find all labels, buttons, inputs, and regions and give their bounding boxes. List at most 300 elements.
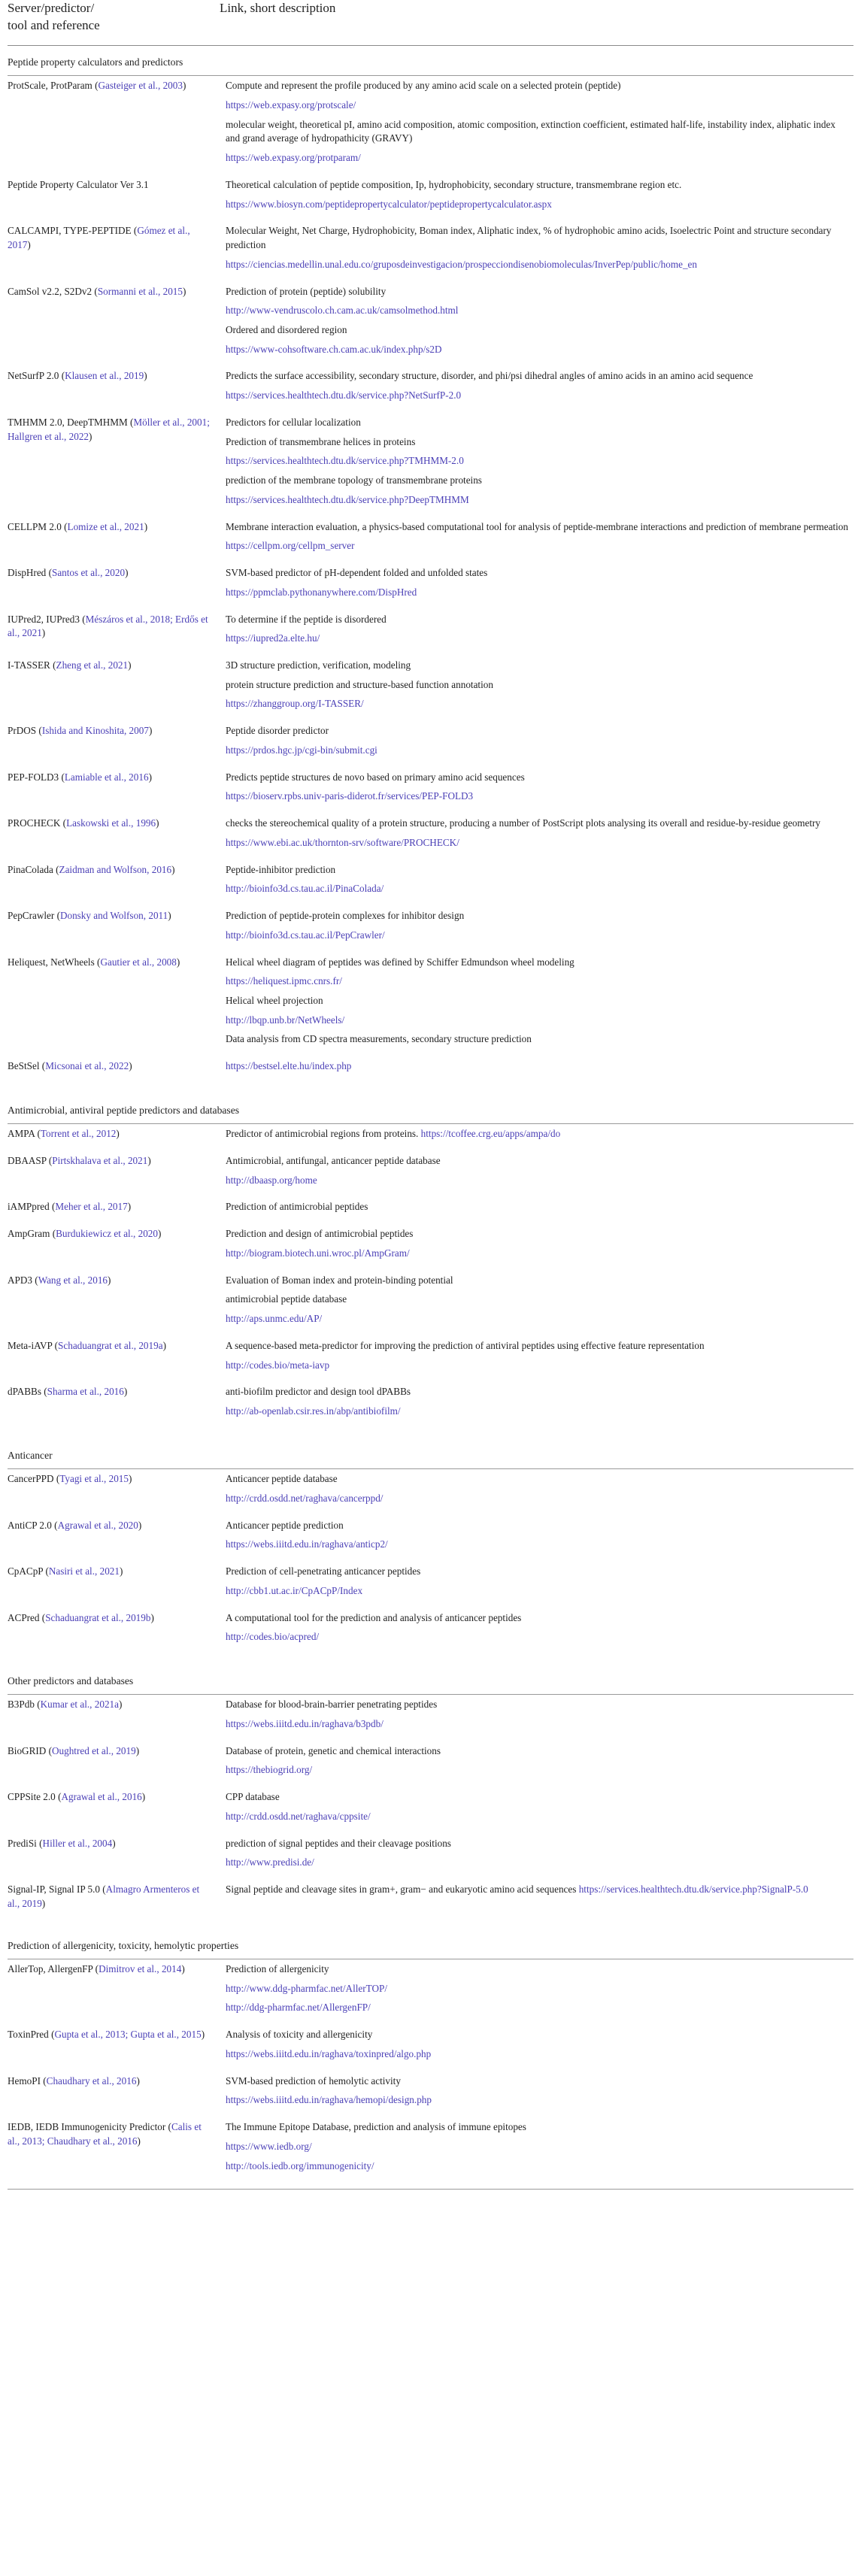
- table-row: [8, 1336, 853, 1356]
- description-cell: [217, 953, 853, 972]
- tool-name: ACPred: [8, 1611, 40, 1623]
- tool-name-cell: [8, 175, 217, 214]
- tool-name-cell: CPPSite 2.0 (Agrawal et al., 2016): [8, 1791, 146, 1803]
- description-cell: [217, 1290, 853, 1309]
- tools-table: [8, 0, 853, 2183]
- url-link[interactable]: http://codes.bio/meta-iavp: [226, 1359, 330, 1371]
- tool-name: iAMPpred: [8, 1201, 50, 1213]
- url-link[interactable]: https://prdos.hgc.jp/cgi-bin/submit.cgi: [226, 744, 377, 756]
- description-cell: [217, 451, 853, 471]
- url-link[interactable]: https://webs.iiitd.edu.in/raghava/toxinpred/algo.php: [226, 2047, 432, 2059]
- tool-name: PepCrawler: [8, 910, 55, 922]
- row-spacer: [8, 1554, 853, 1562]
- reference-link[interactable]: Burdukiewicz et al., 2020: [56, 1228, 158, 1240]
- row-spacer: [8, 1263, 853, 1271]
- tool-name-cell: CancerPPD (Tyagi et al., 2015): [8, 1473, 132, 1485]
- section-heading-row: [8, 1654, 853, 1695]
- tool-name: IEDB, IEDB Immunogenicity Predictor: [8, 2121, 166, 2133]
- reference-table-container: [8, 0, 853, 2190]
- description-cell: [217, 1760, 853, 1780]
- url-link[interactable]: http://biogram.biotech.uni.wroc.pl/AmpGram/: [226, 1247, 410, 1259]
- tool-name-cell: dPABBs (Sharma et al., 2016): [8, 1386, 128, 1398]
- description-cell: [217, 1336, 853, 1356]
- table-row: [8, 1695, 853, 1714]
- description-cell: [217, 694, 853, 714]
- url-link[interactable]: https://ciencias.medellin.unal.edu.co/gruposdeinvestigacion/prospecciondisenobiomoleculas/InverPep/public/home_en: [226, 258, 697, 270]
- reference-link[interactable]: Micsonai et al., 2022: [45, 1060, 129, 1072]
- description-cell: [217, 195, 853, 214]
- description-cell: [217, 1695, 853, 1714]
- description-text: Predictors for cellular localization: [226, 416, 361, 428]
- tool-name: APD3: [8, 1274, 32, 1286]
- tool-name: Heliquest, NetWheels: [8, 956, 95, 968]
- table-row: [8, 221, 853, 254]
- table-header-row: [8, 0, 853, 45]
- reference-link[interactable]: Zheng et al., 2021: [56, 659, 129, 671]
- url-link[interactable]: https://webs.iiitd.edu.in/raghava/b3pdb/: [226, 1718, 384, 1729]
- section-heading-row: [8, 1083, 853, 1124]
- tool-name-cell: CamSol v2.2, S2Dv2 (Sormanni et al., 2015): [8, 285, 186, 297]
- description-cell: [217, 563, 853, 583]
- description-text: Analysis of toxicity and allergenicity: [226, 2029, 373, 2041]
- tool-name-cell: ToxinPred (Gupta et al., 2013; Gupta et al., 2015): [8, 2029, 205, 2041]
- row-spacer: [8, 2110, 853, 2117]
- description-cell: [217, 517, 853, 537]
- row-spacer: [8, 1076, 853, 1083]
- description-text: protein structure prediction and structure-based function annotation: [226, 678, 493, 690]
- description-text: Database of protein, genetic and chemical interactions: [226, 1744, 441, 1756]
- reference-link[interactable]: Zaidman and Wolfson, 2016: [59, 863, 172, 875]
- row-spacer: [8, 1647, 853, 1654]
- url-link[interactable]: https://webs.iiitd.edu.in/raghava/hemopi/design.php: [226, 2094, 432, 2106]
- description-cell: [217, 1787, 853, 1807]
- reference-link[interactable]: Wang et al., 2016: [38, 1274, 108, 1286]
- description-text: Ordered and disordered region: [226, 323, 347, 335]
- description-cell: [217, 879, 853, 899]
- description-text: The Immune Epitope Database, prediction and analysis of immune epitopes: [226, 2121, 526, 2133]
- description-cell: [217, 656, 853, 675]
- tool-name: ProtScale, ProtParam: [8, 80, 92, 92]
- description-cell: [217, 95, 853, 115]
- description-cell: [217, 320, 853, 340]
- tool-name: PROCHECK: [8, 817, 61, 829]
- description-cell: [217, 301, 853, 320]
- reference-link[interactable]: Meher et al., 2017: [55, 1201, 128, 1213]
- reference-link[interactable]: Lomize et al., 2021: [67, 520, 144, 532]
- reference-link[interactable]: Schaduangrat et al., 2019a: [58, 1339, 163, 1351]
- tool-name-cell: IUPred2, IUPred3 (Mészáros et al., 2018; Erdős et al., 2021): [8, 613, 208, 639]
- table-row: [8, 906, 853, 926]
- url-link[interactable]: https://services.healthtech.dtu.dk/service.php?SignalP-5.0: [578, 1884, 808, 1896]
- table-row: [8, 2025, 853, 2044]
- tool-name: Peptide Property Calculator Ver 3.1: [8, 178, 149, 190]
- reference-link[interactable]: Pirtskhalava et al., 2021: [52, 1154, 148, 1166]
- row-spacer: [8, 648, 853, 656]
- reference-link[interactable]: Torrent et al., 2012: [40, 1128, 117, 1140]
- tool-name: dPABBs: [8, 1386, 41, 1398]
- reference-link[interactable]: Almagro Armenteros et al., 2019: [8, 1884, 200, 1909]
- table-row: [8, 366, 853, 386]
- url-link[interactable]: http://crdd.osdd.net/raghava/cppsite/: [226, 1810, 371, 1822]
- tool-name: PrediSi: [8, 1837, 37, 1849]
- description-text: anti-biofilm predictor and design tool dPABBs: [226, 1386, 411, 1398]
- tool-name-cell: ProtScale, ProtParam (Gasteiger et al., 2003): [8, 80, 186, 92]
- row-spacer: [8, 2017, 853, 2025]
- url-link[interactable]: https://iupred2a.elte.hu/: [226, 632, 320, 644]
- description-cell: [217, 1741, 853, 1761]
- description-text: Evaluation of Boman index and protein-binding potential: [226, 1274, 453, 1286]
- table-row: [8, 768, 853, 787]
- description-cell: [217, 610, 853, 629]
- description-cell: [217, 1271, 853, 1290]
- tool-name-cell: I-TASSER (Zheng et al., 2021): [8, 659, 132, 671]
- table-row: [8, 1382, 853, 1402]
- section-heading: Other predictors and databases: [8, 1654, 853, 1695]
- table-row: [8, 1834, 853, 1853]
- row-spacer: [8, 1421, 853, 1429]
- row-spacer: [8, 405, 853, 413]
- tool-name: AllerTop, AllergenFP: [8, 1962, 93, 1974]
- description-cell: [217, 971, 853, 991]
- url-link[interactable]: http://lbqp.unb.br/NetWheels/: [226, 1014, 345, 1026]
- table-row: [8, 1608, 853, 1628]
- url-link[interactable]: http://dbaasp.org/home: [226, 1174, 317, 1186]
- url-link[interactable]: https://services.healthtech.dtu.dk/service.php?TMHMM-2.0: [226, 455, 464, 467]
- url-link[interactable]: https://ppmclab.pythonanywhere.com/DispHred: [226, 586, 417, 598]
- url-link[interactable]: http://ddg-pharmfac.net/AllergenFP/: [226, 2002, 371, 2014]
- tool-name: CALCAMPI, TYPE-PEPTIDE: [8, 225, 132, 237]
- tool-name: CELLPM 2.0: [8, 520, 62, 532]
- section-heading: Peptide property calculators and predictors: [8, 45, 853, 75]
- description-cell: [217, 629, 853, 648]
- url-link[interactable]: https://bioserv.rpbs.univ-paris-diderot.fr/services/PEP-FOLD3: [226, 790, 474, 802]
- column-header-link-label: Link, short description: [220, 1, 336, 15]
- tool-name-cell: PepCrawler (Donsky and Wolfson, 2011): [8, 910, 171, 922]
- table-row: [8, 1224, 853, 1244]
- table-row: [8, 721, 853, 741]
- description-cell: [217, 833, 853, 853]
- row-spacer: [8, 714, 853, 721]
- url-link[interactable]: https://web.expasy.org/protparam/: [226, 152, 361, 164]
- tool-name-cell: iAMPpred (Meher et al., 2017): [8, 1201, 132, 1213]
- url-link[interactable]: https://www.iedb.org/: [226, 2140, 312, 2152]
- description-cell: [217, 1244, 853, 1263]
- table-row: [8, 76, 853, 95]
- tool-name-cell: B3Pdb (Kumar et al., 2021a): [8, 1699, 123, 1711]
- row-spacer: [8, 274, 853, 282]
- tool-name: ToxinPred: [8, 2029, 49, 2041]
- reference-link[interactable]: Nasiri et al., 2021: [48, 1565, 120, 1577]
- url-link[interactable]: https://web.expasy.org/protscale/: [226, 98, 356, 111]
- reference-link[interactable]: Schaduangrat et al., 2019b: [45, 1611, 151, 1623]
- tool-name-cell: CELLPM 2.0 (Lomize et al., 2021): [8, 520, 148, 532]
- description-text: prediction of the membrane topology of transmembrane proteins: [226, 474, 482, 486]
- description-text: antimicrobial peptide database: [226, 1293, 347, 1305]
- row-spacer: [8, 1374, 853, 1382]
- tool-name-cell: PEP-FOLD3 (Lamiable et al., 2016): [8, 771, 152, 783]
- url-link[interactable]: http://www.predisi.de/: [226, 1856, 314, 1868]
- description-text: Anticancer peptide prediction: [226, 1519, 344, 1531]
- url-link[interactable]: https://bestsel.elte.hu/index.php: [226, 1060, 352, 1072]
- description-text: checks the stereochemical quality of a protein structure, producing a number of PostScript plots analysing its overall and residue-by-residue geometry: [226, 817, 821, 829]
- url-link[interactable]: http://www.ddg-pharmfac.net/AllerTOP/: [226, 1982, 387, 1994]
- tool-name-cell: DispHred (Santos et al., 2020): [8, 567, 129, 579]
- table-row: [8, 1959, 853, 1978]
- tool-name-cell: Meta-iAVP (Schaduangrat et al., 2019a): [8, 1339, 166, 1351]
- tool-name-cell: PROCHECK (Laskowski et al., 1996): [8, 817, 159, 829]
- section-heading: Antimicrobial, antiviral peptide predictors and databases: [8, 1083, 853, 1124]
- description-cell: [217, 1627, 853, 1647]
- url-link[interactable]: http://bioinfo3d.cs.tau.ac.il/PinaColada/: [226, 883, 384, 895]
- url-link[interactable]: https://www.biosyn.com/peptidepropertycalculator/peptidepropertycalculator.aspx: [226, 198, 552, 210]
- reference-link[interactable]: Agrawal et al., 2016: [61, 1791, 142, 1803]
- description-cell: [217, 860, 853, 880]
- url-link[interactable]: http://cbb1.ut.ac.ir/CpACpP/Index: [226, 1584, 363, 1596]
- description-text: Prediction of protein (peptide) solubility: [226, 285, 387, 297]
- section-heading-row: [8, 45, 853, 75]
- description-cell: [217, 991, 853, 1011]
- table-body: [8, 45, 853, 2183]
- table-row: [8, 656, 853, 675]
- tool-name: HemoPI: [8, 2074, 41, 2087]
- description-text: prediction of signal peptides and their cleavage positions: [226, 1837, 451, 1849]
- row-spacer: [8, 1826, 853, 1834]
- tool-name: AMPA: [8, 1128, 35, 1140]
- url-link[interactable]: https://cellpm.org/cellpm_server: [226, 540, 355, 552]
- reference-link[interactable]: Gasteiger et al., 2003: [98, 80, 183, 92]
- description-text: Membrane interaction evaluation, a physics-based computational tool for analysis of peptide-membrane interactions and prediction of membrane permeation: [226, 520, 848, 532]
- description-cell: [217, 1356, 853, 1375]
- description-text: Prediction and design of antimicrobial peptides: [226, 1228, 414, 1240]
- description-cell: [217, 675, 853, 695]
- reference-link[interactable]: Oughtred et al., 2019: [52, 1744, 136, 1756]
- description-cell: [217, 1807, 853, 1826]
- tool-name: CpACpP: [8, 1565, 44, 1577]
- description-cell: [217, 340, 853, 359]
- url-link[interactable]: http://tools.iedb.org/immunogenicity/: [226, 2159, 374, 2171]
- description-cell: [217, 906, 853, 926]
- url-link[interactable]: https://www-cohsoftware.ch.cam.ac.uk/index.php/s2D: [226, 343, 442, 355]
- table-row: [8, 1197, 853, 1217]
- tool-name: AntiCP 2.0: [8, 1519, 52, 1531]
- description-cell: [217, 1124, 853, 1144]
- url-link[interactable]: http://ab-openlab.csir.res.in/abp/antibiofilm/: [226, 1405, 401, 1417]
- description-cell: [217, 1714, 853, 1734]
- row-spacer: [8, 899, 853, 906]
- tool-name: PrDOS: [8, 725, 37, 737]
- description-text: molecular weight, theoretical pI, amino acid composition, atomic composition, extinction coefficient, estimated half-life, instability index, aliphatic index and grand average of hydropathicity (GRAVY): [226, 118, 835, 144]
- description-cell: [217, 1834, 853, 1853]
- url-link[interactable]: https://www.ebi.ac.uk/thornton-srv/software/PROCHECK/: [226, 836, 459, 848]
- description-cell: [217, 471, 853, 490]
- reference-link[interactable]: Gautier et al., 2008: [100, 956, 177, 968]
- row-spacer: [8, 1190, 853, 1197]
- description-cell: [217, 76, 853, 95]
- url-link[interactable]: http://www-vendruscolo.ch.cam.ac.uk/camsolmethod.html: [226, 305, 459, 317]
- reference-link[interactable]: Agrawal et al., 2020: [57, 1519, 138, 1531]
- reference-link[interactable]: Mészáros et al., 2018; Erdős et al., 2021: [8, 613, 208, 639]
- table-row: [8, 1880, 853, 1911]
- tool-name: TMHMM 2.0, DeepTMHMM: [8, 416, 128, 428]
- tool-name-cell: CALCAMPI, TYPE-PEPTIDE (Gómez et al., 2017): [8, 225, 190, 251]
- description-cell: [217, 386, 853, 405]
- description-cell: [217, 2044, 853, 2064]
- reference-link[interactable]: Sharma et al., 2016: [47, 1386, 124, 1398]
- url-link[interactable]: http://aps.unmc.edu/AP/: [226, 1313, 323, 1325]
- url-link[interactable]: https://heliquest.ipmc.cnrs.fr/: [226, 975, 342, 987]
- description-cell: [217, 926, 853, 945]
- description-cell: [217, 1309, 853, 1329]
- description-cell: [217, 741, 853, 760]
- description-text: Predicts the surface accessibility, secondary structure, disorder, and phi/psi dihedral angles of amino acids in an amino acid sequence: [226, 370, 753, 382]
- description-text: Prediction of allergenicity: [226, 1962, 329, 1974]
- row-spacer: [8, 2175, 853, 2183]
- url-link[interactable]: https://tcoffee.crg.eu/apps/ampa/do: [420, 1128, 561, 1140]
- description-cell: [217, 1224, 853, 1244]
- description-text: Molecular Weight, Net Charge, Hydrophobicity, Boman index, Aliphatic index, % of hydrophobic amino acids, Isoelectric Point and structure secondary prediction: [226, 225, 832, 251]
- tool-name-cell: TMHMM 2.0, DeepTMHMM (Möller et al., 2001; Hallgren et al., 2022): [8, 416, 210, 442]
- row-spacer: [8, 1780, 853, 1787]
- tool-name: DBAASP: [8, 1154, 47, 1166]
- reference-link[interactable]: Laskowski et al., 1996: [66, 817, 156, 829]
- tool-name-cell: NetSurfP 2.0 (Klausen et al., 2019): [8, 370, 147, 382]
- row-spacer: [8, 556, 853, 563]
- tool-name-cell: BioGRID (Oughtred et al., 2019): [8, 1744, 140, 1756]
- table-row: [8, 517, 853, 537]
- reference-link[interactable]: Chaudhary et al., 2016: [46, 2074, 137, 2087]
- reference-link[interactable]: Tyagi et al., 2015: [59, 1473, 129, 1485]
- section-heading-row: [8, 1919, 853, 1959]
- reference-link[interactable]: Sormanni et al., 2015: [97, 285, 183, 297]
- description-text: A sequence-based meta-predictor for improving the prediction of antiviral peptides using effective feature representation: [226, 1339, 705, 1351]
- tool-name-cell: APD3 (Wang et al., 2016): [8, 1274, 111, 1286]
- reference-link[interactable]: Calis et al., 2013; Chaudhary et al., 2016: [8, 2121, 202, 2147]
- description-cell: [217, 175, 853, 195]
- reference-link[interactable]: Gómez et al., 2017: [8, 225, 190, 251]
- table-row: [8, 282, 853, 302]
- url-link[interactable]: https://zhanggroup.org/I-TASSER/: [226, 698, 364, 710]
- url-link[interactable]: https://webs.iiitd.edu.in/raghava/anticp2/: [226, 1538, 388, 1550]
- tool-name: PinaColada: [8, 863, 53, 875]
- description-cell: [217, 2117, 853, 2137]
- tool-name: BioGRID: [8, 1744, 47, 1756]
- url-link[interactable]: https://thebiogrid.org/: [226, 1764, 313, 1776]
- description-cell: [217, 1011, 853, 1030]
- reference-link[interactable]: Kumar et al., 2021a: [40, 1699, 119, 1711]
- description-text: CPP database: [226, 1791, 280, 1803]
- reference-link[interactable]: Ishida and Kinoshita, 2007: [41, 725, 149, 737]
- column-header-tool-label: Server/predictor/ tool and reference: [8, 1, 100, 32]
- row-spacer: [8, 1872, 853, 1880]
- tool-name: I-TASSER: [8, 659, 50, 671]
- description-text: Prediction of transmembrane helices in proteins: [226, 435, 416, 447]
- reference-link[interactable]: Santos et al., 2020: [51, 567, 126, 579]
- description-cell: [217, 1562, 853, 1581]
- table-row: [8, 1124, 853, 1144]
- description-cell: [217, 1581, 853, 1601]
- reference-link[interactable]: Möller et al., 2001; Hallgren et al., 2022: [8, 416, 210, 442]
- url-link[interactable]: https://services.healthtech.dtu.dk/service.php?DeepTMHMM: [226, 493, 469, 505]
- url-link[interactable]: http://codes.bio/acpred/: [226, 1631, 320, 1643]
- description-cell: [217, 2071, 853, 2091]
- table-row: [8, 1469, 853, 1489]
- description-text: Peptide disorder predictor: [226, 725, 329, 737]
- row-spacer: [8, 853, 853, 860]
- description-cell: [217, 1853, 853, 1872]
- tool-name: DispHred: [8, 567, 47, 579]
- description-cell: [217, 1489, 853, 1508]
- tool-name-cell: PrDOS (Ishida and Kinoshita, 2007): [8, 725, 153, 737]
- reference-link[interactable]: Donsky and Wolfson, 2011: [59, 910, 168, 922]
- tool-name: AmpGram: [8, 1228, 50, 1240]
- table-row: [8, 814, 853, 833]
- description-cell: [217, 1535, 853, 1554]
- description-cell: [217, 366, 853, 386]
- description-cell: [217, 1056, 853, 1076]
- row-spacer: [8, 1144, 853, 1151]
- row-spacer: [8, 1601, 853, 1608]
- reference-link[interactable]: Klausen et al., 2019: [65, 370, 144, 382]
- description-cell: [217, 2090, 853, 2110]
- description-cell: [217, 2156, 853, 2176]
- description-cell: [217, 1469, 853, 1489]
- reference-link[interactable]: Hiller et al., 2004: [42, 1837, 113, 1849]
- reference-link[interactable]: Lamiable et al., 2016: [64, 771, 149, 783]
- description-cell: [217, 583, 853, 602]
- reference-link[interactable]: Dimitrov et al., 2014: [99, 1962, 182, 1974]
- table-bottom-rule: [8, 2189, 853, 2190]
- description-cell: [217, 432, 853, 452]
- description-cell: [217, 786, 853, 806]
- tool-name-cell: Heliquest, NetWheels (Gautier et al., 2008): [8, 956, 180, 968]
- row-spacer: [8, 1911, 853, 1919]
- description-cell: [217, 1382, 853, 1402]
- table-row: [8, 953, 853, 972]
- description-cell: [217, 721, 853, 741]
- url-link[interactable]: http://bioinfo3d.cs.tau.ac.il/PepCrawler/: [226, 929, 385, 941]
- row-spacer: [8, 214, 853, 221]
- table-row: [8, 860, 853, 880]
- reference-link[interactable]: Gupta et al., 2013; Gupta et al., 2015: [54, 2029, 202, 2041]
- description-cell: [217, 1998, 853, 2017]
- description-cell: [217, 1197, 853, 1217]
- tool-name-cell: HemoPI (Chaudhary et al., 2016): [8, 2074, 140, 2087]
- description-text: Data analysis from CD spectra measurements, secondary structure prediction: [226, 1033, 532, 1045]
- tool-name-cell: BeStSel (Micsonai et al., 2022): [8, 1060, 132, 1072]
- description-text: Predicts peptide structures de novo based on primary amino acid sequences: [226, 771, 525, 783]
- url-link[interactable]: https://services.healthtech.dtu.dk/service.php?NetSurfP-2.0: [226, 389, 462, 402]
- description-cell: [217, 1151, 853, 1171]
- description-cell: [217, 2137, 853, 2156]
- description-text: Database for blood-brain-barrier penetrating peptides: [226, 1699, 438, 1711]
- description-cell: [217, 221, 853, 254]
- tool-name: B3Pdb: [8, 1699, 35, 1711]
- table-row: [8, 1151, 853, 1171]
- url-link[interactable]: http://crdd.osdd.net/raghava/cancerppd/: [226, 1492, 384, 1504]
- row-spacer: [8, 602, 853, 610]
- description-text: Signal peptide and cleavage sites in gram+, gram− and eukaryotic amino acid sequences: [226, 1884, 577, 1896]
- description-text: SVM-based prediction of hemolytic activity: [226, 2074, 401, 2087]
- table-row: [8, 610, 853, 629]
- tool-name-cell: AmpGram (Burdukiewicz et al., 2020): [8, 1228, 162, 1240]
- table-row: [8, 563, 853, 583]
- description-cell: [217, 1402, 853, 1421]
- row-spacer: [8, 359, 853, 366]
- description-cell: [217, 413, 853, 432]
- tool-name: NetSurfP 2.0: [8, 370, 59, 382]
- column-header-link: [217, 0, 853, 45]
- description-text: A computational tool for the prediction and analysis of anticancer peptides: [226, 1611, 522, 1623]
